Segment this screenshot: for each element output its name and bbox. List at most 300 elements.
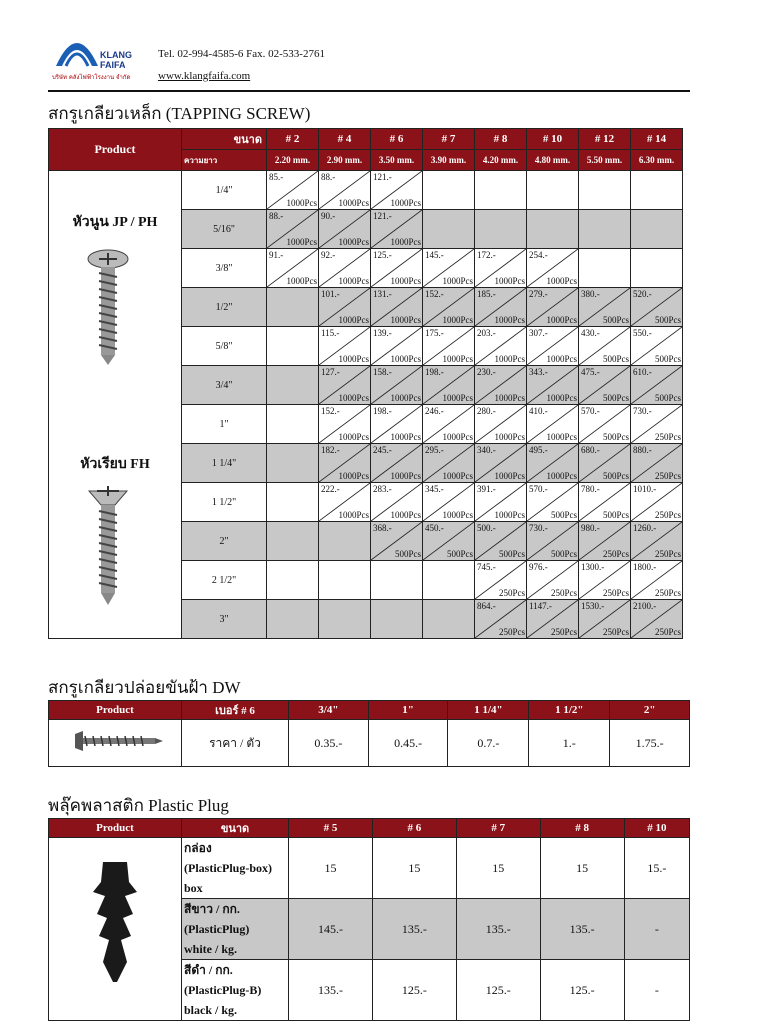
price-value: 88.- [321,172,336,182]
col-no: # 14 [631,129,683,150]
price-value: 368.- [373,523,392,533]
pack-quantity: 1000Pcs [494,510,525,520]
plug-row-label: สีดำ / กก. (PlasticPlug-B) black / kg. [182,960,289,1021]
pack-quantity: 1000Pcs [338,471,369,481]
price-cell [527,483,579,522]
price-value: 475.- [581,367,600,377]
price-cell [267,366,319,405]
screw-length: 1/4" [182,171,267,210]
price-cell [475,444,527,483]
pack-quantity: 250Pcs [654,588,681,598]
screw-length: 5/8" [182,327,267,366]
price-cell [579,288,631,327]
pack-quantity: 1000Pcs [494,315,525,325]
pack-quantity: 1000Pcs [338,432,369,442]
price-cell [579,483,631,522]
screw-product-cell [49,171,182,639]
price-cell [527,171,579,210]
price-value: 139.- [373,328,392,338]
price-cell [527,444,579,483]
pack-quantity: 250Pcs [550,627,577,637]
plug-price: - [624,960,689,1021]
pack-quantity: 1000Pcs [442,315,473,325]
price-cell [319,444,371,483]
price-cell [267,288,319,327]
col-mm: 2.20 mm. [267,150,319,171]
price-value: 172.- [477,250,496,260]
price-cell [423,366,475,405]
price-value: 85.- [269,172,284,182]
section-title-drywall-screw: สกรูเกลียวปล่อยขันฝ้า DW [48,678,241,697]
price-cell [319,405,371,444]
price-cell [267,483,319,522]
pack-quantity: 1000Pcs [494,276,525,286]
price-cell [267,405,319,444]
price-cell [319,600,371,639]
pack-quantity: 250Pcs [498,588,525,598]
price-cell [267,210,319,249]
price-cell [475,483,527,522]
price-value: 745.- [477,562,496,572]
price-cell [423,444,475,483]
pack-quantity: 250Pcs [654,627,681,637]
price-cell [527,249,579,288]
col-mm: 5.50 mm. [579,150,631,171]
plug-price: 125.- [456,960,540,1021]
price-value: 550.- [633,328,652,338]
price-cell [579,600,631,639]
pack-quantity: 1000Pcs [338,237,369,247]
price-value: 222.- [321,484,340,494]
price-cell [475,561,527,600]
price-value: 1530.- [581,601,605,611]
price-cell [579,171,631,210]
price-value: 90.- [321,211,336,221]
col-no: # 8 [475,129,527,150]
price-value: 1800.- [633,562,657,572]
screw-length: 2" [182,522,267,561]
price-cell [371,210,423,249]
price-value: 127.- [321,367,340,377]
plug-header: # 8 [540,819,624,838]
price-value: 345.- [425,484,444,494]
price-cell [319,210,371,249]
pack-quantity: 1000Pcs [286,237,317,247]
price-cell [527,210,579,249]
pack-quantity: 500Pcs [550,549,577,559]
pack-quantity: 1000Pcs [442,354,473,364]
price-value: 131.- [373,289,392,299]
col-mm: 4.80 mm. [527,150,579,171]
price-value: 1147.- [529,601,552,611]
pack-quantity: 1000Pcs [494,393,525,403]
plug-price: 135.- [456,899,540,960]
price-value: 780.- [581,484,600,494]
screw-length: 3/8" [182,249,267,288]
plug-price: 15 [372,838,456,899]
price-value: 340.- [477,445,496,455]
pack-quantity: 1000Pcs [338,393,369,403]
price-cell [319,171,371,210]
price-cell [319,561,371,600]
dw-price: 0.45.- [368,720,448,767]
screw-length: 1 1/4" [182,444,267,483]
price-cell [631,171,683,210]
price-cell [527,366,579,405]
price-value: 520.- [633,289,652,299]
screw-row [49,171,683,210]
section-title-plastic-plug: พลุ๊คพลาสติก Plastic Plug [48,796,229,815]
plug-price: 15 [456,838,540,899]
price-value: 254.- [529,250,548,260]
pack-quantity: 1000Pcs [390,471,421,481]
price-cell [319,522,371,561]
price-cell [423,327,475,366]
price-value: 1010.- [633,484,657,494]
pack-quantity: 500Pcs [602,510,629,520]
website-link[interactable]: www.klangfaifa.com [158,70,251,82]
col-mm: 3.90 mm. [423,150,475,171]
pack-quantity: 500Pcs [654,354,681,364]
price-cell [475,210,527,249]
pack-quantity: 500Pcs [654,393,681,403]
pack-quantity: 500Pcs [602,471,629,481]
flat-head-screw-image [83,483,133,607]
pack-quantity: 1000Pcs [390,198,421,208]
plug-price: 135.- [540,899,624,960]
price-value: 500.- [477,523,496,533]
plug-price: 15.- [624,838,689,899]
pack-quantity: 250Pcs [654,549,681,559]
dw-price: 0.7.- [448,720,529,767]
price-value: 730.- [529,523,548,533]
price-value: 610.- [633,367,652,377]
dw-header: Product [49,701,182,720]
section-title-tapping-screw: สกรูเกลียวเหล็ก (TAPPING SCREW) [48,104,311,123]
price-cell [631,483,683,522]
price-cell [475,600,527,639]
price-value: 730.- [633,406,652,416]
price-cell [631,561,683,600]
price-cell [527,522,579,561]
col-mm: 4.20 mm. [475,150,527,171]
price-cell [267,600,319,639]
header-divider [48,90,690,92]
price-value: 864.- [477,601,496,611]
price-cell [371,483,423,522]
price-value: 115.- [321,328,340,338]
plastic-plug-table [48,818,690,1021]
plug-header: # 7 [456,819,540,838]
price-cell [631,249,683,288]
dw-header: 2" [610,701,690,720]
price-cell [631,405,683,444]
price-cell [319,288,371,327]
pack-quantity: 500Pcs [602,315,629,325]
screw-length: 2 1/2" [182,561,267,600]
price-cell [527,405,579,444]
price-value: 280.- [477,406,496,416]
plug-header: # 10 [624,819,689,838]
pack-quantity: 250Pcs [654,432,681,442]
price-cell [371,522,423,561]
screw-length: 1 1/2" [182,483,267,522]
price-cell [371,249,423,288]
price-cell [631,210,683,249]
pack-quantity: 500Pcs [602,354,629,364]
size-header: ขนาด [182,129,267,150]
price-cell [475,366,527,405]
price-value: 198.- [425,367,444,377]
dw-header: 1 1/4" [448,701,529,720]
price-cell [371,288,423,327]
price-value: 203.- [477,328,496,338]
pack-quantity: 500Pcs [394,549,421,559]
plug-header: ขนาด [182,819,289,838]
price-cell [579,210,631,249]
price-value: 182.- [321,445,340,455]
pack-quantity: 250Pcs [602,588,629,598]
plug-price: 125.- [372,960,456,1021]
price-cell [371,366,423,405]
price-value: 88.- [269,211,284,221]
pack-quantity: 1000Pcs [286,198,317,208]
pack-quantity: 1000Pcs [546,276,577,286]
price-value: 295.- [425,445,444,455]
price-cell [423,249,475,288]
plug-price: 15 [540,838,624,899]
price-cell [267,561,319,600]
price-value: 980.- [581,523,600,533]
col-no: # 4 [319,129,371,150]
price-cell [319,366,371,405]
price-cell [423,210,475,249]
price-value: 175.- [425,328,444,338]
price-value: 92.- [321,250,336,260]
pack-quantity: 1000Pcs [390,510,421,520]
plug-price: 145.- [289,899,373,960]
price-value: 246.- [425,406,444,416]
price-cell [475,405,527,444]
pack-quantity: 500Pcs [602,393,629,403]
pack-quantity: 1000Pcs [286,276,317,286]
pack-quantity: 1000Pcs [546,315,577,325]
price-cell [371,444,423,483]
dw-row-label: ราคา / ตัว [182,720,289,767]
dw-price: 0.35.- [289,720,369,767]
plug-header: # 6 [372,819,456,838]
pack-quantity: 1000Pcs [390,354,421,364]
pack-quantity: 1000Pcs [494,432,525,442]
pack-quantity: 500Pcs [550,510,577,520]
price-value: 101.- [321,289,340,299]
price-cell [371,171,423,210]
pack-quantity: 1000Pcs [546,354,577,364]
price-cell [579,405,631,444]
dw-header: เบอร์ # 6 [182,701,289,720]
price-value: 152.- [321,406,340,416]
pack-quantity: 250Pcs [654,471,681,481]
screw-length: 1/2" [182,288,267,327]
price-value: 152.- [425,289,444,299]
pack-quantity: 250Pcs [602,549,629,559]
pack-quantity: 1000Pcs [390,393,421,403]
price-cell [475,249,527,288]
pack-quantity: 1000Pcs [390,432,421,442]
col-no: # 6 [371,129,423,150]
plug-price: 125.- [540,960,624,1021]
pack-quantity: 500Pcs [654,315,681,325]
drywall-screw-table [48,700,690,767]
dw-price: 1.75.- [610,720,690,767]
price-value: 976.- [529,562,548,572]
pack-quantity: 1000Pcs [494,471,525,481]
price-value: 680.- [581,445,600,455]
plastic-plug-image [49,838,182,1021]
pack-quantity: 1000Pcs [338,198,369,208]
plug-row-label: สีขาว / กก. (PlasticPlug) white / kg. [182,899,289,960]
col-no: # 2 [267,129,319,150]
screw-length: 3" [182,600,267,639]
screw-length: 3/4" [182,366,267,405]
price-value: 495.- [529,445,548,455]
price-cell [579,249,631,288]
plug-price: 135.- [289,960,373,1021]
price-cell [267,171,319,210]
price-value: 145.- [425,250,444,260]
price-cell [267,522,319,561]
col-mm: 2.90 mm. [319,150,371,171]
pan-head-screw-image [83,247,133,367]
price-value: 125.- [373,250,392,260]
price-value: 158.- [373,367,392,377]
dw-header: 3/4" [289,701,369,720]
price-value: 307.- [529,328,548,338]
price-cell [579,366,631,405]
price-value: 391.- [477,484,496,494]
pack-quantity: 500Pcs [602,432,629,442]
price-cell [527,600,579,639]
plug-header: # 5 [289,819,373,838]
price-cell [475,171,527,210]
price-value: 185.- [477,289,496,299]
pack-quantity: 1000Pcs [546,393,577,403]
price-cell [579,522,631,561]
pack-quantity: 250Pcs [654,510,681,520]
price-value: 430.- [581,328,600,338]
price-value: 570.- [529,484,548,494]
price-value: 1300.- [581,562,605,572]
price-value: 198.- [373,406,392,416]
price-value: 283.- [373,484,392,494]
pack-quantity: 1000Pcs [338,276,369,286]
dw-price: 1.- [529,720,610,767]
drywall-screw-image [49,720,182,767]
dw-header: 1 1/2" [529,701,610,720]
price-value: 410.- [529,406,548,416]
price-cell [423,405,475,444]
price-cell [319,327,371,366]
pack-quantity: 1000Pcs [546,471,577,481]
price-value: 2100.- [633,601,657,611]
col-no: # 7 [423,129,475,150]
col-mm: 3.50 mm. [371,150,423,171]
price-value: 121.- [373,172,392,182]
pack-quantity: 500Pcs [498,549,525,559]
pack-quantity: 1000Pcs [442,510,473,520]
pack-quantity: 1000Pcs [442,393,473,403]
plug-price: - [624,899,689,960]
product-name-pan-head: หัวนูน JP / PH [72,215,158,230]
screw-length: 5/16" [182,210,267,249]
pack-quantity: 1000Pcs [442,471,473,481]
price-cell [371,561,423,600]
price-cell [423,483,475,522]
price-cell [527,561,579,600]
price-cell [527,327,579,366]
price-cell [631,600,683,639]
price-cell [631,522,683,561]
pack-quantity: 250Pcs [498,627,525,637]
price-cell [579,561,631,600]
price-cell [475,327,527,366]
price-cell [631,444,683,483]
pack-quantity: 1000Pcs [442,432,473,442]
price-cell [371,327,423,366]
pack-quantity: 1000Pcs [546,432,577,442]
pack-quantity: 250Pcs [550,588,577,598]
price-value: 121.- [373,211,392,221]
price-cell [319,249,371,288]
plug-row-label: กล่อง (PlasticPlug-box) box [182,838,289,899]
product-header: Product [49,129,182,171]
price-value: 880.- [633,445,652,455]
price-value: 279.- [529,289,548,299]
price-cell [371,600,423,639]
price-cell [423,288,475,327]
price-cell [631,288,683,327]
price-cell [527,288,579,327]
page-header [48,24,688,92]
price-cell [319,483,371,522]
pack-quantity: 1000Pcs [338,510,369,520]
pack-quantity: 500Pcs [446,549,473,559]
price-cell [475,288,527,327]
price-cell [579,327,631,366]
product-name-flat-head: หัวเรียบ FH [80,457,150,472]
price-cell [579,444,631,483]
pack-quantity: 1000Pcs [338,315,369,325]
price-cell [423,561,475,600]
price-cell [267,444,319,483]
price-value: 1260.- [633,523,657,533]
price-cell [371,405,423,444]
price-cell [423,600,475,639]
col-mm: 6.30 mm. [631,150,683,171]
price-cell [631,366,683,405]
col-no: # 12 [579,129,631,150]
pack-quantity: 1000Pcs [390,237,421,247]
price-value: 380.- [581,289,600,299]
tapping-screw-table [48,128,683,639]
pack-quantity: 1000Pcs [390,315,421,325]
pack-quantity: 1000Pcs [494,354,525,364]
pack-quantity: 1000Pcs [390,276,421,286]
price-cell [423,522,475,561]
price-value: 230.- [477,367,496,377]
pack-quantity: 250Pcs [602,627,629,637]
price-value: 91.- [269,250,284,260]
